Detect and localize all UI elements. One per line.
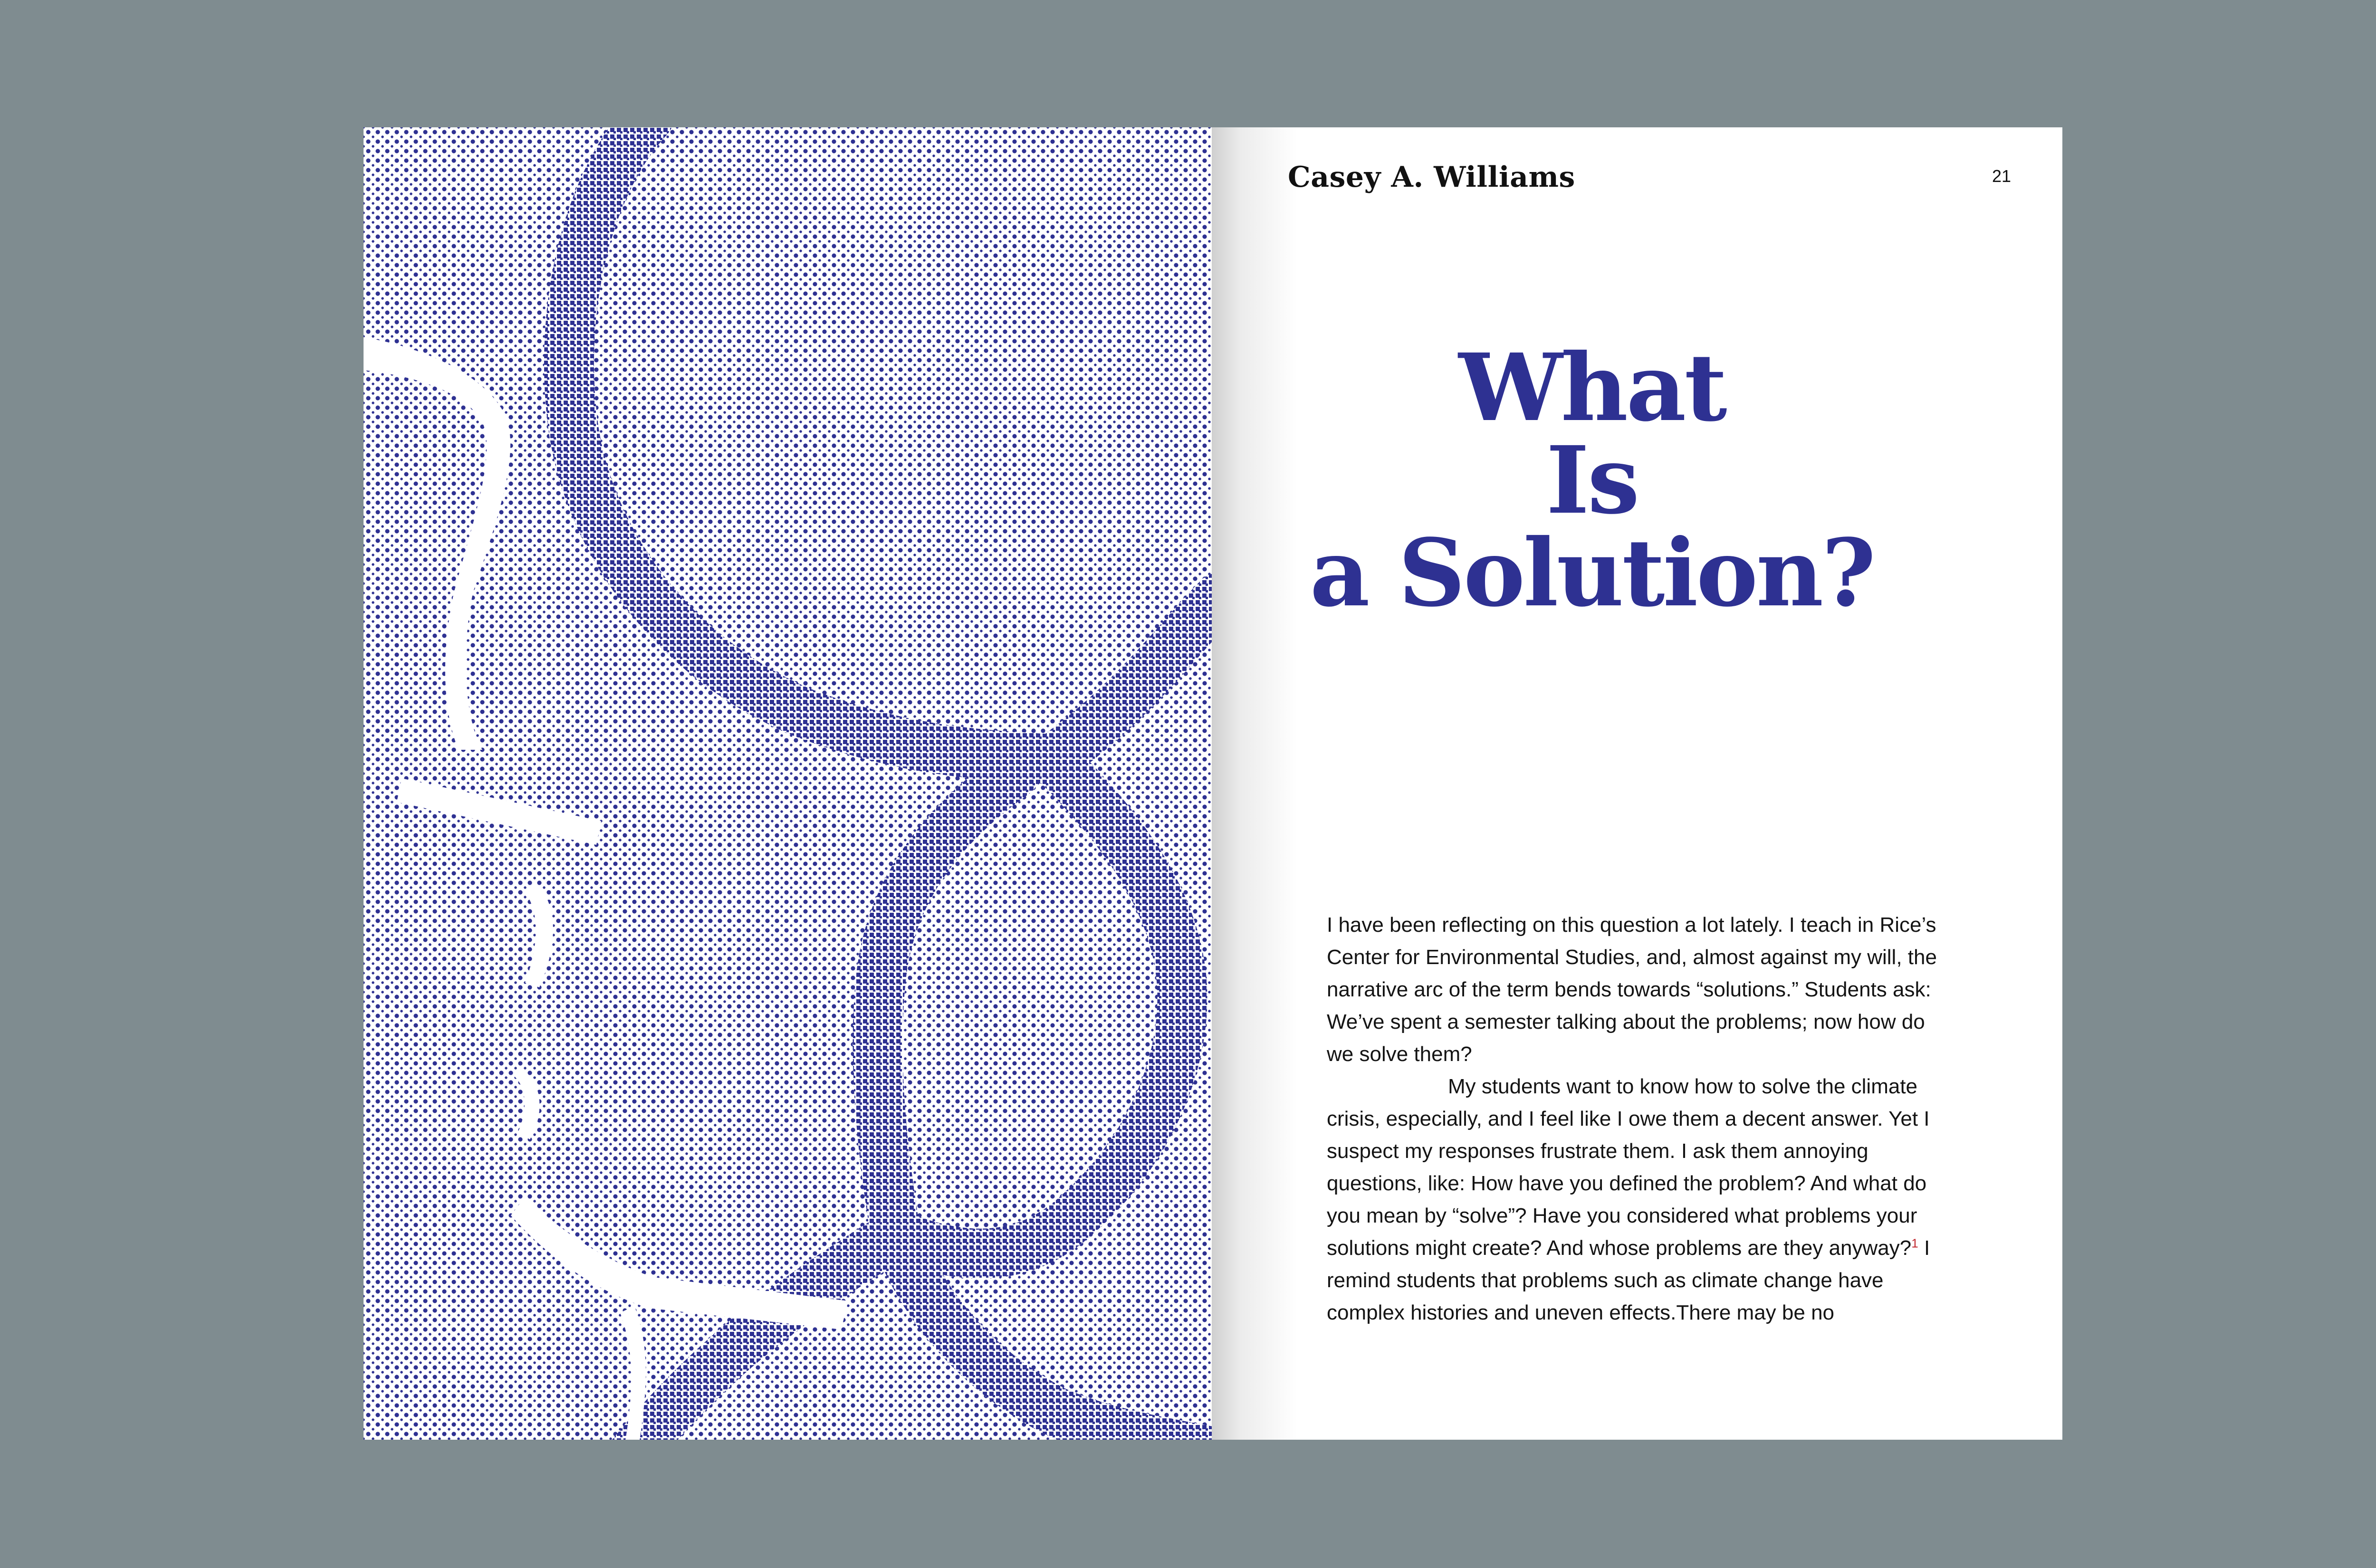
article-title [1307, 333, 1877, 627]
paragraph-2-text: My students want to know how to solve the climate crisis, especially, and I feel like I owe them a decent answer. Yet I suspect my responses frustrate them. I ask them annoying questions, like: How have you defined the problem? And what do you mean by “solve”? Have you considered what problems your solutions might create? And whose problems are they anyway? [1327, 1075, 1930, 1260]
body-text [1327, 909, 1954, 1329]
title-line-1: What [1458, 333, 1725, 442]
book-spread [364, 127, 2062, 1440]
paragraph-1: I have been reflecting on this question a lot lately. I teach in Rice’s Center for Environmental Studies, and, almost against my will, the narrative arc of the term bends towards “solutions.” Students ask: We’ve spent a semester talking about the problems; now how do we solve them? [1327, 913, 1937, 1066]
paragraph-2 [1327, 1071, 1954, 1329]
halftone-illustration [364, 127, 1212, 1440]
text-page [1212, 127, 2062, 1440]
paragraph-2-continued: I remind students that problems such as climate change have complex histories and uneven effects.There may be no [1327, 1236, 1930, 1324]
page-number: 21 [1992, 166, 2011, 186]
author-name: Casey A. Williams [1288, 161, 1575, 194]
title-line-2: Is [1546, 426, 1638, 535]
footnote-marker[interactable]: 1 [1911, 1236, 1918, 1251]
halftone-artwork-page [364, 127, 1212, 1440]
hexagonal-line-forms [569, 127, 1212, 1440]
title-line-3: a Solution? [1310, 518, 1874, 627]
